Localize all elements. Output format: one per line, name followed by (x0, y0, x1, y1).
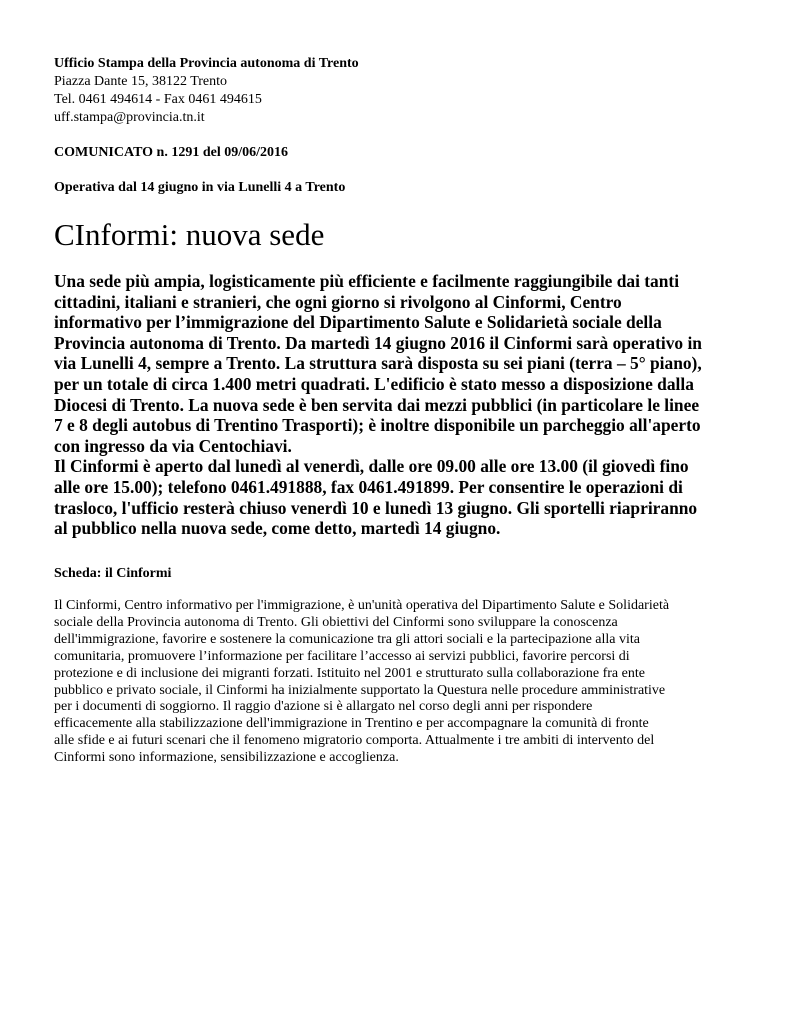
scheda-heading: Scheda: il Cinformi (54, 566, 172, 581)
organization-email: uff.stampa@provincia.tn.it (54, 110, 205, 125)
lead-paragraph (54, 271, 744, 539)
press-release-page (54, 55, 744, 766)
scheda-body (54, 598, 744, 767)
organization-phone-fax: Tel. 0461 494614 - Fax 0461 494615 (54, 92, 262, 107)
lead-line: al pubblico nella nuova sede, come detto, martedì 14 giugno. (54, 518, 501, 539)
header-block (54, 55, 744, 127)
organization-name: Ufficio Stampa della Provincia autonoma di Trento (54, 56, 359, 71)
scheda-line: protezione e di inclusione dei migranti forzati. Istituito nel 2001 e strutturato sulla collaborazione fra ente (54, 665, 645, 681)
scheda-line: Cinformi sono informazione, sensibilizzazione e accoglienza. (54, 750, 399, 766)
scheda-line: Il Cinformi, Centro informativo per l'immigrazione, è un'unità operativa del Dipartimento Salute e Solidarietà (54, 598, 670, 613)
lead-line: Diocesi di Trento. La nuova sede è ben servita dai mezzi pubblici (in particolare le linee (54, 394, 700, 415)
comunicato-number: COMUNICATO n. 1291 del 09/06/2016 (54, 145, 288, 160)
lead-line: Provincia autonoma di Trento. Da martedì 14 giugno 2016 il Cinformi sarà operativo in (54, 332, 702, 353)
lead-line: con ingresso da via Centochiavi. (54, 435, 292, 456)
lead-line: Una sede più ampia, logisticamente più efficiente e facilmente raggiungibile dai tanti (54, 271, 680, 291)
scheda-line: dell'immigrazione, favorire e sostenere la comunicazione tra gli attori sociali e la partecipazione alla vita (54, 631, 640, 647)
lead-line: 7 e 8 degli autobus di Trentino Trasporti); è inoltre disponibile un parcheggio all'aperto (54, 415, 701, 436)
lead-line: cittadini, italiani e stranieri, che ogni giorno si rivolgono al Cinformi, Centro (54, 291, 622, 312)
scheda-line: comunitaria, promuovere l’informazione per facilitare l’accesso ai servizi pubblici, favorire percorsi di (54, 648, 630, 664)
scheda-line: efficacemente alla stabilizzazione dell'immigrazione in Trentino e per accompagnare la comunità di fronte (54, 716, 649, 732)
occhiello-subtitle: Operativa dal 14 giugno in via Lunelli 4 a Trento (54, 180, 346, 195)
lead-line: informativo per l’immigrazione del Dipartimento Salute e Solidarietà sociale della (54, 312, 662, 333)
lead-line: via Lunelli 4, sempre a Trento. La struttura sarà disposta su sei piani (terra – 5° piano), (54, 353, 702, 374)
scheda-line: per i documenti di soggiorno. Il raggio d'azione si è allargato nel corso degli anni per rispondere (54, 699, 593, 715)
lead-line: per un totale di circa 1.400 metri quadrati. L'edificio è stato messo a disposizione dalla (54, 373, 694, 394)
lead-line: trasloco, l'ufficio resterà chiuso venerdì 10 e lunedì 13 giugno. Gli sportelli riapriranno (54, 497, 698, 518)
organization-address: Piazza Dante 15, 38122 Trento (54, 74, 228, 89)
lead-line: alle ore 15.00); telefono 0461.491888, fax 0461.491899. Per consentire le operazioni di (54, 476, 683, 497)
scheda-line: sociale della Provincia autonoma di Trento. Gli obiettivi del Cinformi sono sviluppare la conoscenza (54, 614, 618, 630)
page-title: CInformi: nuova sede (54, 217, 325, 252)
scheda-line: pubblico e privato sociale, il Cinformi ha inizialmente supportato la Questura nelle procedure amministrative (54, 682, 666, 698)
scheda-line: alle sfide e ai futuri scenari che il fenomeno migratorio comporta. Attualmente i tre ambiti di intervento del (54, 733, 655, 749)
lead-line: Il Cinformi è aperto dal lunedì al venerdì, dalle ore 09.00 alle ore 13.00 (il giovedì fino (54, 456, 689, 477)
